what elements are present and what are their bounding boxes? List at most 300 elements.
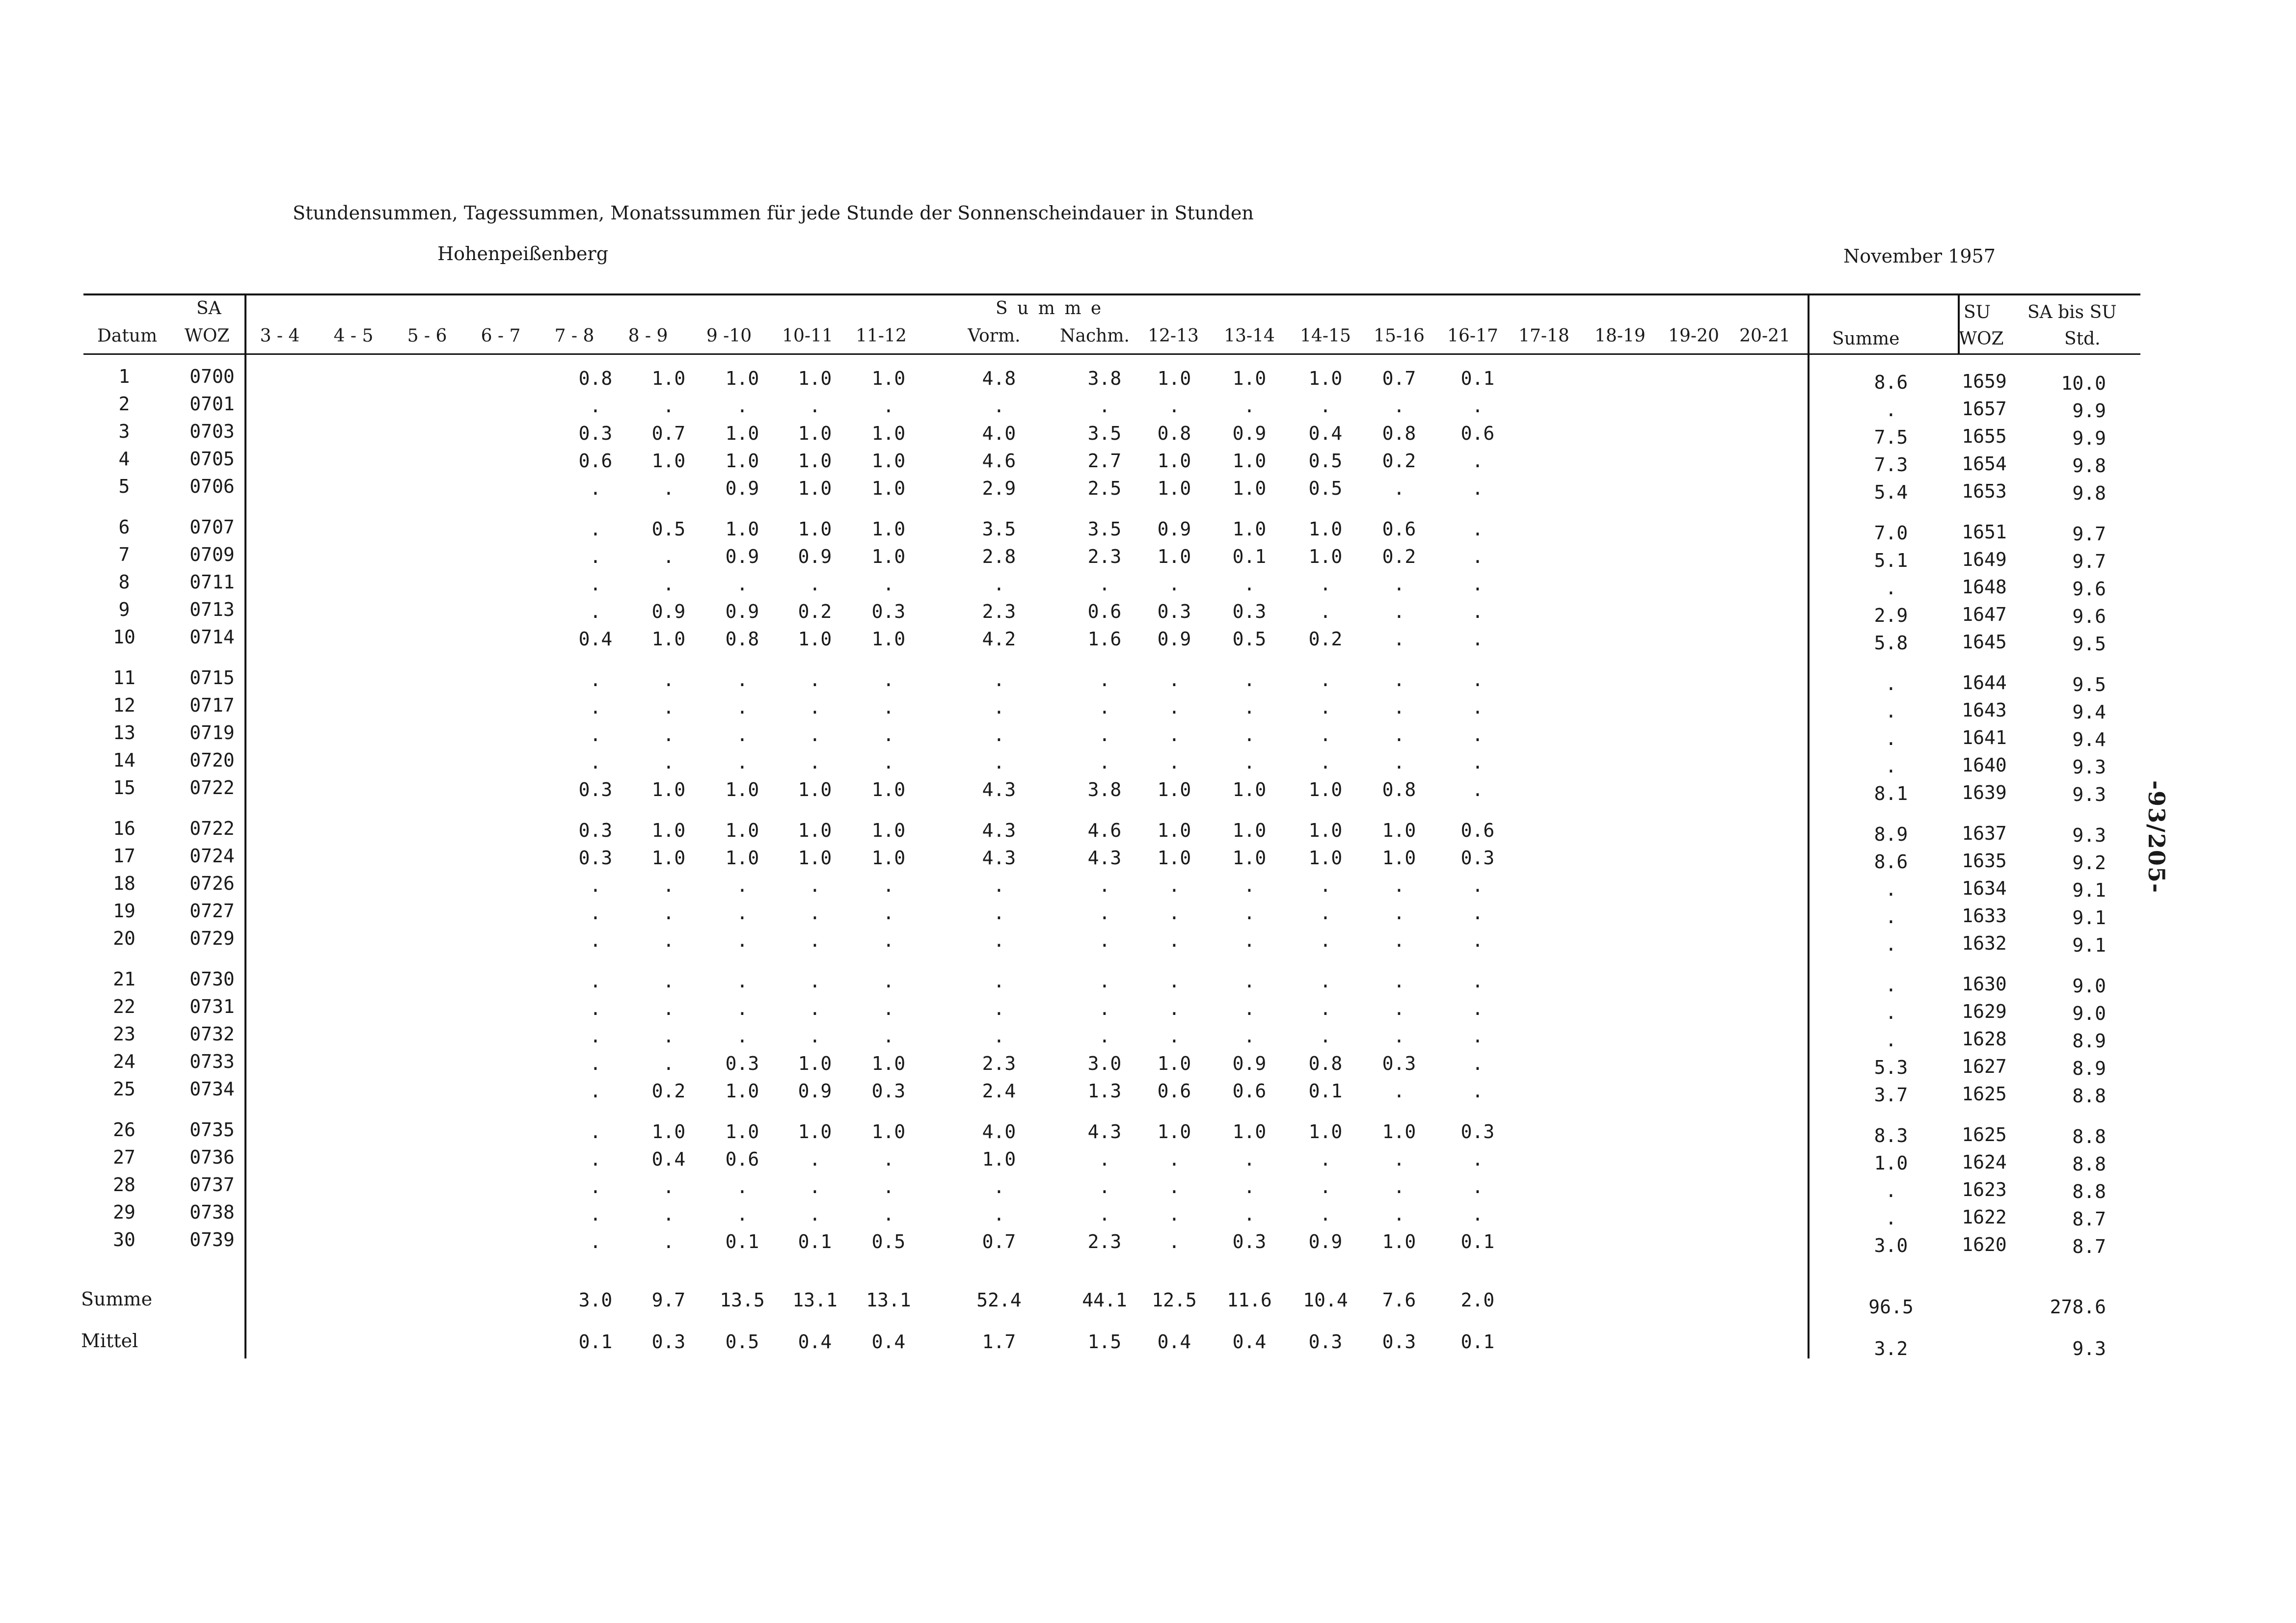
table-row-value: 1.0 [1232, 518, 1267, 540]
table-row-summe: 2.9 [1874, 605, 1908, 626]
totals-summe-label: Summe [81, 1288, 153, 1310]
table-row-value: . [590, 478, 601, 499]
table-row-summe: 5.3 [1874, 1057, 1908, 1078]
table-row-value: . [1243, 724, 1255, 745]
table-row-sa-bis-su: 9.6 [2072, 606, 2106, 627]
table-row-value: . [736, 751, 748, 773]
table-row-value: 0.9 [725, 601, 759, 622]
table-row-value: . [1168, 902, 1180, 924]
table-row-value: 1.0 [1232, 478, 1267, 499]
table-row-value: 1.0 [725, 518, 759, 540]
table-row-value: 1.0 [798, 779, 832, 800]
header-su-bottom: WOZ [1959, 329, 2004, 349]
table-row-value: 0.9 [798, 546, 832, 567]
table-row-su-woz: 1649 [1962, 549, 2007, 570]
header-hour-18: 19-20 [1668, 326, 1719, 346]
table-row-value: 1.0 [725, 779, 759, 800]
table-row-value: . [1472, 751, 1484, 773]
table-row-value: . [590, 1121, 601, 1143]
table-row-value: . [663, 724, 675, 745]
table-row-value: . [1393, 875, 1405, 896]
table-row-value: . [1168, 998, 1180, 1019]
table-row-value: . [736, 875, 748, 896]
table-row-value: . [809, 970, 821, 992]
table-row-value: 1.0 [725, 820, 759, 841]
table-row-value: 1.0 [1382, 1121, 1416, 1143]
table-row-value: 1.0 [798, 368, 832, 389]
table-row-value: 0.3 [871, 1080, 906, 1102]
table-row-value: 4.3 [982, 847, 1016, 869]
table-row-su-woz: 1655 [1962, 426, 2007, 447]
table-row-value: . [590, 751, 601, 773]
table-row-summe: 7.5 [1874, 426, 1908, 448]
table-row-value: . [1168, 1176, 1180, 1197]
header-sa-top: SA [196, 298, 221, 319]
table-row-value: 0.6 [1087, 601, 1122, 622]
table-row-value: 1.0 [798, 518, 832, 540]
table-row-value: 0.8 [578, 368, 613, 389]
header-hour-6: 9 -10 [706, 326, 752, 346]
table-row-value: . [1472, 779, 1484, 800]
table-row-value: . [1168, 696, 1180, 718]
table-row-summe: 3.7 [1874, 1084, 1908, 1106]
table-row-su-woz: 1632 [1962, 932, 2007, 954]
table-row-summe: 1.0 [1874, 1152, 1908, 1174]
table-row-value: . [590, 1080, 601, 1102]
table-row-value: 1.0 [871, 478, 906, 499]
table-row-value: . [1320, 1025, 1331, 1047]
table-row-value: 1.0 [651, 779, 686, 800]
table-row-value: . [1168, 1231, 1180, 1252]
table-row-value: 0.1 [1460, 368, 1495, 389]
table-row-value: . [993, 573, 1005, 595]
table-row-value: 4.3 [982, 820, 1016, 841]
table-row-value: 1.0 [798, 628, 832, 650]
table-row-su-woz: 1625 [1962, 1124, 2007, 1145]
table-row-value: 0.9 [1157, 628, 1191, 650]
table-row-value: . [1393, 1176, 1405, 1197]
table-row-value: . [1320, 930, 1331, 951]
table-row-value: . [1168, 1148, 1180, 1170]
table-row-value: 3.5 [982, 518, 1016, 540]
totals-summe-value: 12.5 [1152, 1289, 1197, 1311]
table-row-value: 0.7 [982, 1231, 1016, 1252]
table-row-value: 0.9 [725, 478, 759, 499]
table-row-value: 1.0 [1232, 1121, 1267, 1143]
table-row-value: 4.0 [982, 423, 1016, 444]
station-name: Hohenpeißenberg [437, 243, 609, 265]
header-hour-11: 12-13 [1148, 326, 1199, 346]
table-row-value: . [993, 1203, 1005, 1225]
table-row-sa-bis-su: 9.4 [2072, 729, 2106, 750]
table-row-value: . [736, 930, 748, 951]
table-row-value: . [883, 1025, 894, 1047]
table-row-value: . [663, 751, 675, 773]
table-row-value: . [736, 998, 748, 1019]
totals-mittel-label: Mittel [81, 1330, 138, 1352]
table-row-value: 1.0 [1232, 450, 1267, 472]
table-row-value: 4.3 [982, 779, 1016, 800]
table-row-value: 0.9 [725, 546, 759, 567]
table-row-value: 0.5 [651, 518, 686, 540]
table-row-value: 1.0 [1382, 820, 1416, 841]
table-row-date: 6 [118, 516, 130, 538]
table-row-sa-bis-su: 9.7 [2072, 551, 2106, 572]
table-row-value: . [1168, 875, 1180, 896]
totals-mittel-value: 0.4 [1232, 1331, 1267, 1353]
table-row-value: . [809, 395, 821, 417]
table-row-value: . [883, 1203, 894, 1225]
table-row-value: . [736, 902, 748, 924]
table-row-value: . [663, 478, 675, 499]
table-row-value: . [809, 1203, 821, 1225]
table-row-sa-woz: 0730 [189, 968, 235, 990]
table-row-value: . [1320, 875, 1331, 896]
table-row-date: 7 [118, 544, 130, 565]
table-row-date: 24 [113, 1051, 135, 1072]
totals-summe-value: 13.5 [720, 1289, 765, 1311]
table-row-value: . [1393, 696, 1405, 718]
table-row-su-woz: 1653 [1962, 480, 2007, 502]
table-row-value: . [1243, 696, 1255, 718]
table-row-date: 2 [118, 393, 130, 415]
table-row-value: . [663, 875, 675, 896]
table-row-sa-bis-su: 8.9 [2072, 1058, 2106, 1079]
table-row-value: . [1472, 1148, 1484, 1170]
table-row-value: 1.0 [871, 423, 906, 444]
table-row-sa-bis-su: 9.7 [2072, 523, 2106, 545]
table-row-value: . [883, 395, 894, 417]
table-row-date: 12 [113, 694, 135, 716]
table-row-value: 0.3 [578, 820, 613, 841]
table-row-value: . [1320, 669, 1331, 691]
table-row-value: 0.6 [1157, 1080, 1191, 1102]
table-row-value: 0.1 [725, 1231, 759, 1252]
totals-summe-sa-bis-su: 278.6 [2050, 1296, 2106, 1318]
header-summe: Summe [1832, 329, 1900, 349]
table-row-value: . [1393, 1025, 1405, 1047]
header-hour-4: 7 - 8 [554, 326, 594, 346]
table-row-value: . [809, 998, 821, 1019]
table-row-value: 0.3 [1460, 847, 1495, 869]
table-row-value: 2.3 [982, 1053, 1016, 1074]
table-row-value: 1.0 [798, 450, 832, 472]
totals-mittel-value: 0.3 [1382, 1331, 1416, 1353]
table-row-value: . [1472, 875, 1484, 896]
header-hour-3: 6 - 7 [481, 326, 521, 346]
table-row-sa-bis-su: 8.8 [2072, 1153, 2106, 1175]
table-row-value: . [993, 669, 1005, 691]
table-row-value: 0.8 [1382, 423, 1416, 444]
table-row-value: . [736, 1025, 748, 1047]
table-row-summe: . [1885, 577, 1897, 599]
table-row-summe: . [1885, 728, 1897, 749]
header-hour-12: 13-14 [1224, 326, 1275, 346]
table-row-value: 0.4 [578, 628, 613, 650]
table-row-sa-woz: 0720 [189, 749, 235, 771]
table-row-value: . [590, 696, 601, 718]
table-row-value: 0.3 [725, 1053, 759, 1074]
table-row-value: . [1243, 930, 1255, 951]
table-row-value: . [1243, 902, 1255, 924]
table-row-sa-bis-su: 9.8 [2072, 482, 2106, 504]
table-row-value: . [663, 970, 675, 992]
table-row-su-woz: 1641 [1962, 727, 2007, 748]
table-row-value: . [993, 696, 1005, 718]
table-row-value: . [590, 601, 601, 622]
table-row-sa-bis-su: 9.6 [2072, 578, 2106, 600]
table-row-value: . [1099, 669, 1110, 691]
table-row-summe: . [1885, 1207, 1897, 1229]
table-row-su-woz: 1625 [1962, 1083, 2007, 1105]
table-row-value: 0.3 [1232, 1231, 1267, 1252]
table-row-summe: . [1885, 906, 1897, 928]
table-row-su-woz: 1640 [1962, 754, 2007, 776]
table-row-sa-bis-su: 10.0 [2061, 372, 2106, 394]
table-row-sa-bis-su: 9.4 [2072, 701, 2106, 723]
table-row-value: 1.0 [1308, 1121, 1343, 1143]
table-row-su-woz: 1624 [1962, 1151, 2007, 1173]
table-row-value: . [590, 1025, 601, 1047]
table-row-value: . [809, 573, 821, 595]
table-row-value: 1.0 [725, 368, 759, 389]
table-row-sa-bis-su: 9.0 [2072, 1003, 2106, 1024]
table-row-date: 4 [118, 448, 130, 470]
page-number: -93/205- [2143, 780, 2170, 894]
table-row-value: 1.0 [725, 847, 759, 869]
table-row-value: . [590, 546, 601, 567]
table-row-sa-woz: 0722 [189, 777, 235, 798]
table-row-value: 0.1 [798, 1231, 832, 1252]
table-row-value: 0.9 [1232, 1053, 1267, 1074]
table-row-value: . [809, 1025, 821, 1047]
table-row-value: . [809, 1148, 821, 1170]
table-row-value: 1.0 [871, 628, 906, 650]
table-row-su-woz: 1620 [1962, 1234, 2007, 1255]
table-row-value: 4.0 [982, 1121, 1016, 1143]
totals-summe-summe: 96.5 [1868, 1296, 1914, 1318]
table-row-value: 1.0 [1308, 847, 1343, 869]
table-row-value: . [809, 902, 821, 924]
table-row-value: 3.8 [1087, 779, 1122, 800]
table-row-value: 2.3 [1087, 546, 1122, 567]
table-row-value: . [736, 395, 748, 417]
table-row-value: 3.5 [1087, 518, 1122, 540]
table-row-summe: . [1885, 1180, 1897, 1201]
table-row-value: 0.8 [1382, 779, 1416, 800]
table-row-sa-woz: 0726 [189, 873, 235, 894]
table-row-value: . [993, 930, 1005, 951]
table-row-value: 1.0 [725, 1121, 759, 1143]
header-hour-7: 10-11 [782, 326, 833, 346]
header-bottom-rule [83, 353, 2140, 355]
table-row-value: 0.9 [1232, 423, 1267, 444]
table-top-rule [83, 293, 2140, 295]
table-row-value: . [993, 724, 1005, 745]
table-row-value: . [1472, 1176, 1484, 1197]
table-row-value: 0.2 [1382, 450, 1416, 472]
table-row-value: . [590, 573, 601, 595]
table-row-value: 1.0 [798, 423, 832, 444]
table-row-value: 0.3 [1232, 601, 1267, 622]
table-row-value: . [883, 930, 894, 951]
table-row-value: . [993, 751, 1005, 773]
table-row-value: 1.0 [651, 450, 686, 472]
table-row-value: 0.6 [1382, 518, 1416, 540]
table-row-value: . [1099, 902, 1110, 924]
table-row-value: . [1472, 970, 1484, 992]
table-row-sa-woz: 0734 [189, 1078, 235, 1100]
table-row-value: . [1393, 1148, 1405, 1170]
table-row-value: . [809, 696, 821, 718]
totals-summe-value: 52.4 [976, 1289, 1022, 1311]
table-row-value: 0.6 [578, 450, 613, 472]
table-row-value: 1.0 [1308, 546, 1343, 567]
table-row-date: 29 [113, 1201, 135, 1223]
table-row-date: 5 [118, 476, 130, 497]
header-hour-13: 14-15 [1300, 326, 1351, 346]
table-row-value: . [1472, 669, 1484, 691]
header-hour-17: 18-19 [1594, 326, 1646, 346]
table-row-su-woz: 1623 [1962, 1179, 2007, 1200]
table-row-value: . [1099, 998, 1110, 1019]
table-row-value: . [663, 573, 675, 595]
table-row-value: 4.6 [1087, 820, 1122, 841]
table-row-value: . [1472, 450, 1484, 472]
table-row-sa-woz: 0733 [189, 1051, 235, 1072]
table-row-date: 15 [113, 777, 135, 798]
table-row-value: 1.0 [871, 518, 906, 540]
header-hour-0: 3 - 4 [260, 326, 300, 346]
table-row-su-woz: 1633 [1962, 905, 2007, 927]
table-row-value: 1.0 [1157, 1053, 1191, 1074]
table-row-sa-bis-su: 8.8 [2072, 1126, 2106, 1147]
table-row-value: . [1168, 970, 1180, 992]
table-row-sa-bis-su: 8.7 [2072, 1236, 2106, 1257]
table-row-summe: 7.3 [1874, 454, 1908, 476]
table-row-value: . [1393, 724, 1405, 745]
table-row-value: . [1320, 696, 1331, 718]
table-row-date: 10 [113, 626, 135, 648]
table-row-value: 0.4 [1308, 423, 1343, 444]
table-row-summe: 5.4 [1874, 481, 1908, 503]
table-row-value: . [1320, 573, 1331, 595]
divider-summe [1808, 293, 1810, 1358]
table-row-value: 4.6 [982, 450, 1016, 472]
table-row-value: . [993, 1176, 1005, 1197]
table-row-value: . [883, 1148, 894, 1170]
table-row-su-woz: 1639 [1962, 782, 2007, 803]
table-row-value: . [809, 875, 821, 896]
table-row-value: 3.0 [1087, 1053, 1122, 1074]
header-hour-1: 4 - 5 [333, 326, 374, 346]
table-row-sa-bis-su: 9.1 [2072, 934, 2106, 956]
table-row-sa-bis-su: 9.8 [2072, 455, 2106, 477]
table-row-value: 0.4 [651, 1148, 686, 1170]
table-row-sa-bis-su: 8.8 [2072, 1085, 2106, 1107]
table-row-value: . [736, 696, 748, 718]
table-row-su-woz: 1622 [1962, 1206, 2007, 1228]
table-row-value: . [1243, 395, 1255, 417]
table-row-su-woz: 1647 [1962, 604, 2007, 625]
table-row-value: . [590, 1231, 601, 1252]
table-row-value: . [1243, 875, 1255, 896]
table-row-value: 0.6 [1460, 423, 1495, 444]
table-row-value: . [883, 724, 894, 745]
table-row-summe: 8.3 [1874, 1125, 1908, 1146]
table-row-date: 23 [113, 1023, 135, 1045]
totals-summe-value: 44.1 [1082, 1289, 1127, 1311]
totals-mittel-value: 0.4 [1157, 1331, 1191, 1353]
header-summe-group: S u m m e [996, 298, 1104, 319]
table-row-value: 0.8 [725, 628, 759, 650]
table-row-value: . [663, 998, 675, 1019]
table-row-value: 1.0 [651, 847, 686, 869]
table-row-value: . [590, 970, 601, 992]
table-row-value: 1.0 [651, 820, 686, 841]
table-row-sa-bis-su: 9.0 [2072, 975, 2106, 997]
header-hour-16: 17-18 [1518, 326, 1569, 346]
table-row-value: 4.3 [1087, 1121, 1122, 1143]
table-row-value: 1.0 [1232, 820, 1267, 841]
table-row-value: 1.0 [1232, 779, 1267, 800]
table-row-value: . [1243, 1025, 1255, 1047]
table-row-date: 1 [118, 366, 130, 387]
table-row-value: . [1099, 395, 1110, 417]
table-row-summe: . [1885, 933, 1897, 955]
header-hour-5: 8 - 9 [628, 326, 668, 346]
table-row-value: . [809, 1176, 821, 1197]
table-row-value: 1.0 [1382, 1231, 1416, 1252]
table-row-sa-woz: 0724 [189, 845, 235, 867]
totals-mittel-value: 0.4 [798, 1331, 832, 1353]
table-row-value: . [1099, 930, 1110, 951]
header-hour-19: 20-21 [1739, 326, 1790, 346]
table-row-summe: 3.0 [1874, 1235, 1908, 1256]
table-row-value: 1.0 [871, 450, 906, 472]
table-row-value: . [1243, 573, 1255, 595]
table-row-sa-woz: 0717 [189, 694, 235, 716]
table-row-value: . [1393, 902, 1405, 924]
table-row-value: . [1472, 1080, 1484, 1102]
table-row-value: . [883, 902, 894, 924]
table-row-value: 0.9 [651, 601, 686, 622]
table-row-value: 1.0 [1308, 518, 1343, 540]
table-row-value: . [1243, 751, 1255, 773]
table-row-value: 0.1 [1232, 546, 1267, 567]
table-row-value: 1.6 [1087, 628, 1122, 650]
table-row-value: 1.3 [1087, 1080, 1122, 1102]
table-row-value: . [993, 1025, 1005, 1047]
table-row-sa-woz: 0701 [189, 393, 235, 415]
table-row-value: 2.3 [1087, 1231, 1122, 1252]
table-row-sa-woz: 0722 [189, 818, 235, 839]
table-row-value: . [663, 395, 675, 417]
table-row-sa-woz: 0719 [189, 722, 235, 744]
table-row-value: 0.3 [578, 779, 613, 800]
table-row-value: . [736, 1176, 748, 1197]
totals-summe-value: 10.4 [1303, 1289, 1348, 1311]
table-row-value: . [1099, 724, 1110, 745]
totals-summe-value: 9.7 [651, 1289, 686, 1311]
table-row-value: 0.2 [798, 601, 832, 622]
table-row-sa-woz: 0707 [189, 516, 235, 538]
totals-summe-value: 7.6 [1382, 1289, 1416, 1311]
totals-summe-value: 3.0 [578, 1289, 613, 1311]
table-row-value: . [1393, 628, 1405, 650]
table-row-value: 2.9 [982, 478, 1016, 499]
table-row-value: 1.0 [725, 450, 759, 472]
